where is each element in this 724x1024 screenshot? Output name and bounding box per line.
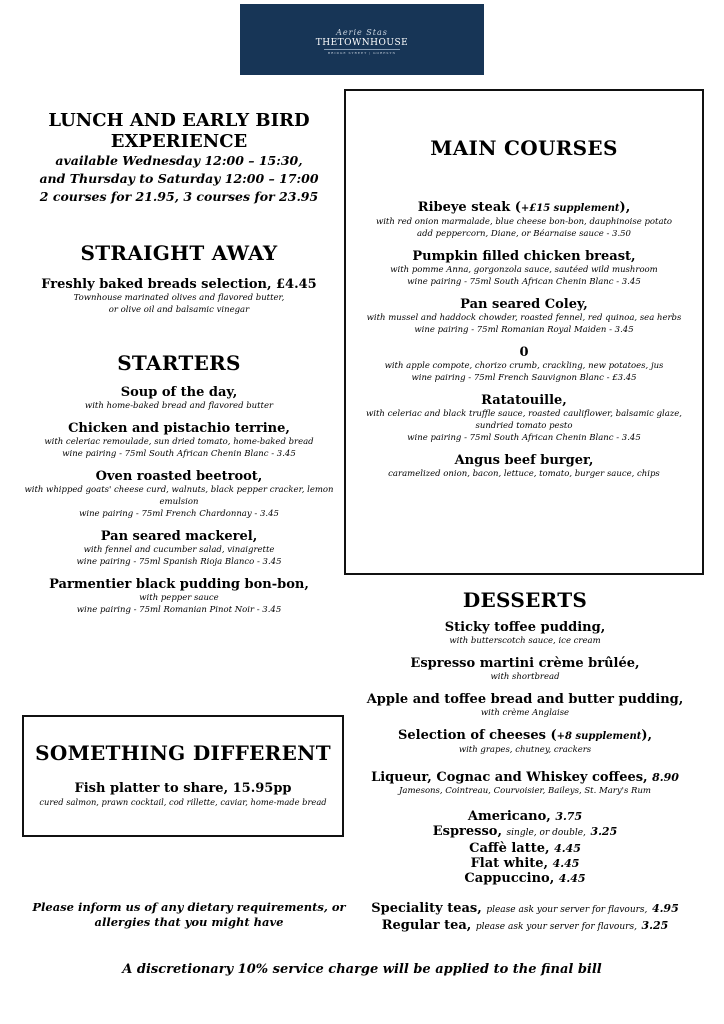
dish-name: Liqueur, Cognac and Whiskey coffees, 8.90 bbox=[371, 770, 679, 785]
dish-name: Oven roasted beetroot, bbox=[95, 469, 263, 484]
teas-list bbox=[346, 901, 704, 935]
supplement: +£15 supplement bbox=[520, 203, 620, 214]
dish-name: Pumpkin filled chicken breast, bbox=[412, 249, 636, 264]
price: 8.90 bbox=[652, 771, 679, 784]
dish-name: Fish platter to share, 15.95pp bbox=[74, 781, 292, 796]
intro-section bbox=[20, 110, 338, 206]
dish-desc: with apple compote, chorizo crumb, crackling, new potatoes, jus bbox=[384, 361, 664, 371]
dish-name: Espresso martini crème brûlée, bbox=[410, 656, 640, 671]
wine-pairing: wine pairing - 75ml South African Chenin Blanc - 3.45 bbox=[62, 449, 296, 459]
price: 3.25 bbox=[641, 919, 669, 932]
menu-item bbox=[346, 453, 702, 480]
dish-desc: caramelized onion, bacon, lettuce, tomato, burger sauce, chips bbox=[388, 469, 660, 479]
menu-item bbox=[20, 421, 338, 460]
dish-name: Soup of the day, bbox=[120, 385, 238, 400]
dish-name: 0 bbox=[519, 345, 529, 360]
dish-desc: with home-baked bread and flavored butter bbox=[84, 401, 274, 411]
drink-item: Caffè latte, 4.45 bbox=[469, 841, 581, 856]
townhouse-logo bbox=[240, 4, 484, 75]
menu-item bbox=[346, 345, 702, 384]
dish-name: Pan seared mackerel, bbox=[100, 529, 258, 544]
price: 3.75 bbox=[555, 810, 583, 823]
menu-item bbox=[20, 469, 338, 520]
dish-name: Selection of cheeses (+8 supplement), bbox=[397, 728, 653, 743]
dish-desc: with crème Anglaise bbox=[480, 708, 570, 718]
price: 3.25 bbox=[590, 825, 618, 838]
dish-name: Ribeye steak (+£15 supplement), bbox=[417, 200, 631, 215]
drink-item: Flat white, 4.45 bbox=[470, 856, 580, 871]
intro-availability-1: available Wednesday 12:00 – 15:30, bbox=[55, 153, 303, 168]
dish-name: Pan seared Coley, bbox=[460, 297, 588, 312]
dish-name: Freshly baked breads selection, £4.45 bbox=[41, 277, 317, 292]
dish-desc: sundried tomato pesto bbox=[475, 421, 573, 431]
dish-desc: with shortbread bbox=[490, 672, 560, 682]
drink-item: Americano, 3.75 bbox=[467, 809, 583, 824]
starters-section bbox=[20, 351, 338, 625]
price: 4.45 bbox=[558, 872, 586, 885]
intro-pricing: 2 courses for 21.95, 3 courses for 23.95 bbox=[39, 189, 319, 204]
menu-item bbox=[346, 728, 704, 756]
menu-item bbox=[346, 692, 704, 719]
menu-item bbox=[346, 656, 704, 683]
intro-title-line1: LUNCH AND EARLY BIRD bbox=[48, 110, 310, 131]
service-charge-note: A discretionary 10% service charge will be applied to the final bill bbox=[122, 962, 602, 977]
main-courses-box bbox=[344, 89, 704, 575]
drink-item: Speciality teas, please ask your server for flavours, 4.95 bbox=[371, 901, 679, 916]
dish-desc: Jamesons, Cointreau, Courvoisier, Baileys, St. Mary's Rum bbox=[399, 786, 651, 796]
dish-name: Angus beef burger, bbox=[454, 453, 594, 468]
dish-desc: with grapes, chutney, crackers bbox=[458, 745, 592, 755]
wine-pairing: wine pairing - 75ml South African Chenin Blanc - 3.45 bbox=[407, 433, 641, 443]
straight-away-section bbox=[20, 241, 338, 325]
menu-item bbox=[346, 200, 702, 240]
desserts-section bbox=[346, 588, 704, 935]
dish-desc: with whipped goats' cheese curd, walnuts, black pepper cracker, lemon bbox=[24, 485, 334, 495]
dish-desc: with red onion marmalade, blue cheese bon-bon, dauphinoise potato bbox=[375, 217, 673, 227]
dish-name: Ratatouille, bbox=[481, 393, 567, 408]
dietary-note bbox=[20, 900, 358, 930]
dish-name: Apple and toffee bread and butter pudding, bbox=[366, 692, 684, 707]
desserts-title: DESSERTS bbox=[462, 588, 588, 612]
dietary-note-line2: allergies that you might have bbox=[94, 915, 284, 929]
dish-name: Chicken and pistachio terrine, bbox=[68, 421, 290, 436]
wine-pairing: wine pairing - 75ml Romanian Royal Maiden - 3.45 bbox=[414, 325, 634, 335]
price: 4.45 bbox=[552, 857, 580, 870]
menu-item bbox=[346, 770, 704, 797]
main-courses-title: MAIN COURSES bbox=[430, 136, 618, 160]
logo-script: Aerie Stas bbox=[336, 28, 388, 37]
supplement: +8 supplement bbox=[556, 731, 642, 742]
dish-name: Sticky toffee pudding, bbox=[444, 620, 606, 635]
wine-pairing: wine pairing - 75ml South African Chenin Blanc - 3.45 bbox=[407, 277, 641, 287]
intro-title-line2: EXPERIENCE bbox=[110, 131, 248, 152]
dish-desc: with celeriac and black truffle sauce, roasted cauliflower, balsamic glaze, bbox=[365, 409, 683, 419]
drink-item: Cappuccino, 4.45 bbox=[464, 871, 586, 886]
dietary-note-line1: Please inform us of any dietary requirements, or bbox=[32, 900, 346, 914]
menu-item bbox=[346, 249, 702, 288]
something-different-title: SOMETHING DIFFERENT bbox=[35, 741, 331, 765]
dish-desc: with mussel and haddock chowder, roasted fennel, red quinoa, sea herbs bbox=[366, 313, 682, 323]
menu-item bbox=[346, 620, 704, 647]
straight-away-title: STRAIGHT AWAY bbox=[80, 241, 278, 265]
logo-divider bbox=[324, 49, 400, 50]
menu-item bbox=[20, 529, 338, 568]
hot-drinks-list bbox=[346, 809, 704, 886]
dish-desc: emulsion bbox=[159, 497, 199, 507]
dish-desc: with pomme Anna, gorgonzola sauce, sautéed wild mushroom bbox=[390, 265, 658, 275]
starters-title: STARTERS bbox=[117, 351, 241, 375]
menu-item bbox=[20, 577, 338, 616]
dish-desc: or olive oil and balsamic vinegar bbox=[108, 305, 250, 315]
menu-item bbox=[346, 297, 702, 336]
menu-item bbox=[20, 385, 338, 412]
wine-pairing: wine pairing - 75ml French Sauvignon Blanc - £3.45 bbox=[411, 373, 637, 383]
wine-pairing: wine pairing - 75ml Romanian Pinot Noir - 3.45 bbox=[76, 605, 282, 615]
wine-pairing: wine pairing - 75ml Spanish Rioja Blanco - 3.45 bbox=[76, 557, 282, 567]
menu-item bbox=[20, 277, 338, 316]
dish-name: Parmentier black pudding bon-bon, bbox=[49, 577, 309, 592]
dish-desc: Townhouse marinated olives and flavored butter, bbox=[73, 293, 285, 303]
dish-desc: with pepper sauce bbox=[139, 593, 219, 603]
logo-tagline: BRIDGE STREET | GORESTN bbox=[327, 51, 397, 55]
drink-item: Espresso, single, or double, 3.25 bbox=[432, 824, 618, 839]
dish-desc: with celeriac remoulade, sun dried tomato, home-baked bread bbox=[44, 437, 314, 447]
dish-desc: with butterscotch sauce, ice cream bbox=[449, 636, 601, 646]
dish-desc: add peppercorn, Diane, or Béarnaise sauce - 3.50 bbox=[417, 229, 631, 239]
dish-desc: cured salmon, prawn cocktail, cod rillette, caviar, home-made bread bbox=[39, 797, 327, 807]
price: 4.95 bbox=[651, 902, 679, 915]
something-different-box bbox=[22, 715, 344, 837]
dish-desc: with fennel and cucumber salad, vinaigrette bbox=[83, 545, 275, 555]
wine-pairing: wine pairing - 75ml French Chardonnay - 3.45 bbox=[79, 509, 279, 519]
price: 4.45 bbox=[554, 842, 581, 855]
drink-item: Regular tea, please ask your server for flavours, 3.25 bbox=[381, 918, 669, 933]
menu-item bbox=[346, 393, 702, 444]
logo-name: THETOWNHOUSE bbox=[315, 38, 409, 48]
intro-availability-2: and Thursday to Saturday 12:00 – 17:00 bbox=[39, 171, 319, 186]
